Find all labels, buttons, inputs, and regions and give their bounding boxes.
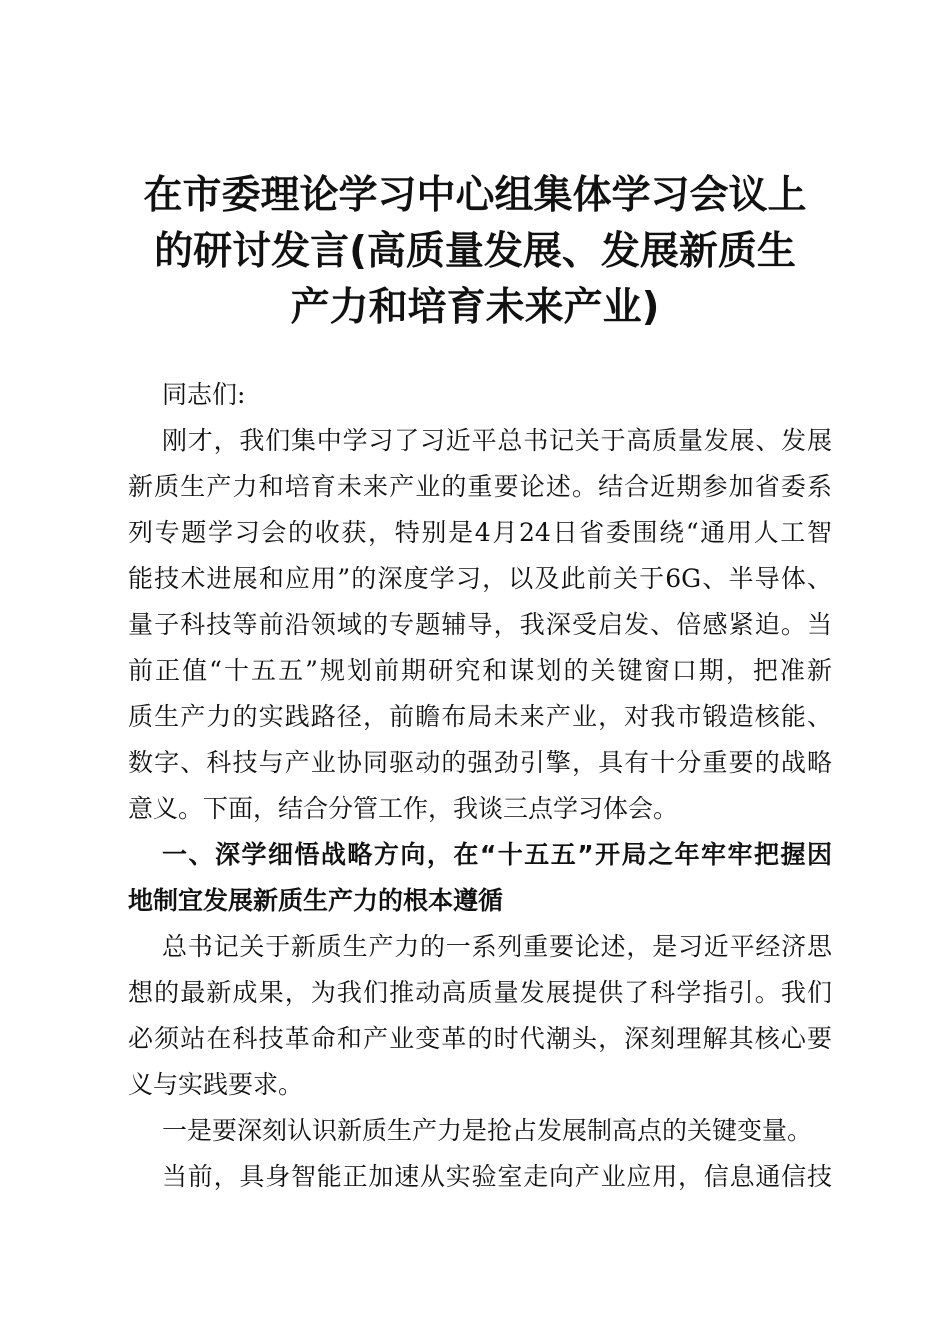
salutation: 同志们: bbox=[162, 380, 246, 409]
paragraph-2 bbox=[128, 924, 832, 1108]
paragraph-1 bbox=[128, 418, 832, 832]
text-line: 量子科技等前沿领域的专题辅导，我深受启发、倍感紧迫。当 bbox=[128, 610, 832, 639]
title-line: 产力和培育未来产业) bbox=[290, 285, 660, 330]
text-line: 数字、科技与产业协同驱动的强劲引擎，具有十分重要的战略 bbox=[128, 748, 832, 777]
paragraph-4 bbox=[128, 1154, 832, 1200]
text-line: 前正值“十五五”规划前期研究和谋划的关键窗口期，把准新 bbox=[128, 656, 832, 685]
document-body bbox=[128, 372, 832, 1200]
text-line: 能技术进展和应用”的深度学习，以及此前关于6G、半导体、 bbox=[128, 564, 832, 593]
text-line: 总书记关于新质生产力的一系列重要论述，是习近平经济思 bbox=[162, 932, 832, 961]
text-line: 质生产力的实践路径，前瞻布局未来产业，对我市锻造核能、 bbox=[128, 702, 832, 731]
heading-line: 地制宜发展新质生产力的根本遵循 bbox=[128, 886, 504, 915]
text-line: 一是要深刻认识新质生产力是抢占发展制高点的关键变量。 bbox=[162, 1116, 813, 1145]
text-line: 新质生产力和培育未来产业的重要论述。结合近期参加省委系 bbox=[128, 472, 832, 501]
text-line: 刚才，我们集中学习了习近平总书记关于高质量发展、发展 bbox=[162, 426, 832, 455]
title-line: 在市委理论学习中心组集体学习会议上 bbox=[143, 173, 807, 218]
text-line: 当前，具身智能正加速从实验室走向产业应用，信息通信技 bbox=[162, 1162, 832, 1191]
text-line: 义与实践要求。 bbox=[128, 1070, 304, 1099]
text-line: 想的最新成果，为我们推动高质量发展提供了科学指引。我们 bbox=[128, 978, 832, 1007]
paragraph-3 bbox=[128, 1108, 832, 1154]
title-line: 的研讨发言(高质量发展、发展新质生 bbox=[154, 229, 796, 274]
text-line: 列专题学习会的收获，特别是4月24日省委围绕“通用人工智 bbox=[128, 518, 832, 547]
document-title bbox=[110, 168, 840, 336]
heading-line: 一、深学细悟战略方向，在“十五五”开局之年牢牢把握因 bbox=[162, 840, 832, 869]
text-line: 必须站在科技革命和产业变革的时代潮头，深刻理解其核心要 bbox=[128, 1024, 832, 1053]
text-line: 意义。下面，结合分管工作，我谈三点学习体会。 bbox=[128, 794, 679, 823]
section-heading-1 bbox=[128, 832, 832, 924]
